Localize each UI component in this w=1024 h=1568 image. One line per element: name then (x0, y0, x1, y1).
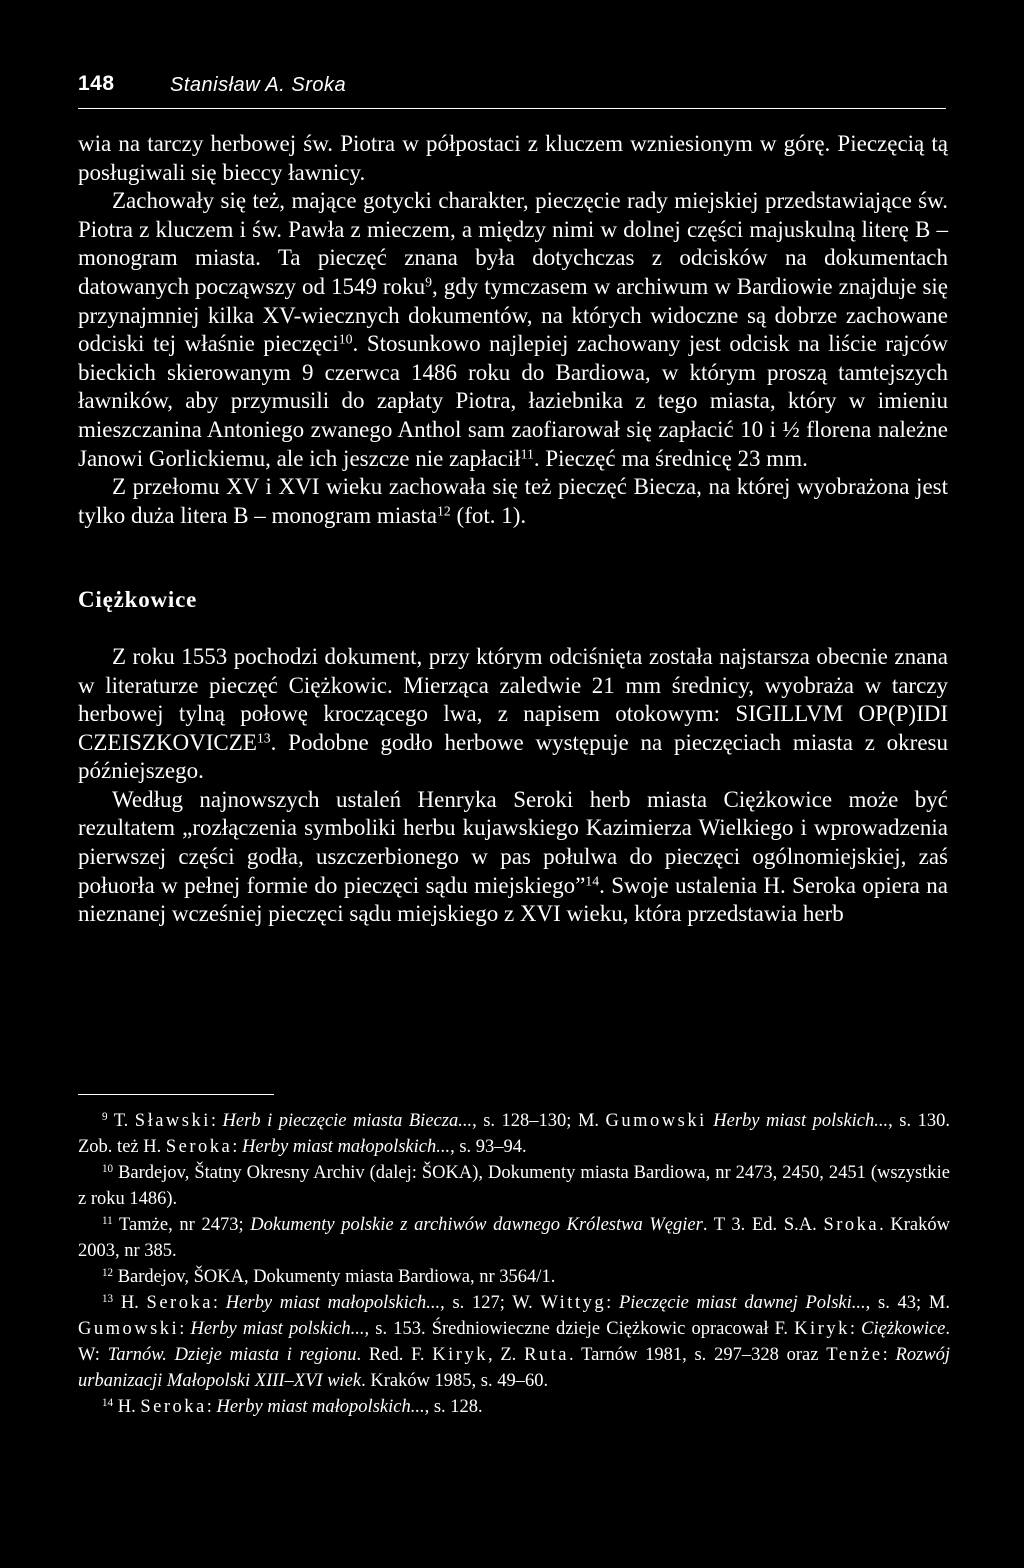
author-name: Ruta (524, 1345, 570, 1365)
author-name: Sroka (823, 1215, 880, 1235)
work-title: Tarnów. Dzieje miasta i regionu (107, 1345, 357, 1365)
work-title: Herby miast polskich... (190, 1319, 365, 1339)
author-name: Seroka (140, 1397, 207, 1417)
footnote-ref[interactable]: 14 (585, 873, 600, 889)
footnote-separator (78, 1094, 274, 1095)
work-title: Herby miast małopolskich... (216, 1397, 425, 1417)
footnote-ref[interactable]: 11 (520, 445, 534, 461)
footnote-11: $^{11}$ Tamże, nr 2473; Dokumenty polskie z archiwów dawnego Królestwa Węgier. T 3. Ed. S.A. Sroka. Kraków 2003, nr 385. (78, 1214, 951, 1261)
footnote-number: 12 (102, 1266, 114, 1279)
author-name: Gumowski (605, 1111, 707, 1131)
footnote-10: $^{10}$ Bardejov, Štatny Okresny Archiv (dalej: ŠOKA), Dokumenty miasta Bardiowa, nr 2473, 2450, 2451 (wszystkie z roku 1486). (78, 1162, 950, 1209)
footnote-number: 14 (102, 1396, 114, 1409)
footnote-ref[interactable]: 13 (256, 730, 271, 746)
paragraph-1: wia na tarczy herbowej św. Piotra w półpostaci z kluczem wzniesionym w górę. Pieczęcią tą posługiwali się bieccy ławnicy. (78, 131, 948, 185)
footnote-9: $^9$ T. Sławski: Herb i pieczęcie miasta Biecza..., s. 128–130; M. Gumowski Herby miast polskich..., s. 130. Zob. też H. Seroka: Herby miast małopolskich..., s. 93–94. (78, 1110, 950, 1157)
footnotes (78, 1108, 950, 1420)
paragraph-2: Zachowały się też, mające gotycki charakter, pieczęcie rady miejskiej przedstawiające św. Piotra z kluczem i św. Pawła z mieczem, a między nimi w dolnej części majuskulną literę B – monogram miasta. Ta pieczęć znana była dotychczas z odcisków na dokumentach datowanych począwszy od 1549 roku$^9$, gdy tymczasem w archiwum w Bardiowie znajduje się przynajmniej kilka XV-wiecznych dokumentów, na których widoczne są dobrze zachowane odciski tej właśnie pieczęci$^{10}$. Stosunkowo najlepiej zachowany jest odcisk na liście rajców bieckich skierowanym 9 czerwca 1486 roku do Bardiowa, w którym proszą tamtejszych ławników, aby przymusili do zapłaty Piotra, łaziebnika z tego miasta, który w imieniu mieszczanina Antoniego zwanego Anthol sam zaofiarował się zapłacić 10 i ½ florena należne Janowi Gorlickiemu, ale ich jeszcze nie zapłacił$^{11}$. Pieczęć ma średnicę 23 mm. (78, 188, 949, 471)
work-title: Dokumenty polskie z archiwów dawnego Królestwa Węgier (250, 1215, 703, 1235)
author-name: Seroka (146, 1293, 213, 1313)
author-name: Sławski (134, 1111, 211, 1131)
footnote-number: 11 (102, 1214, 113, 1227)
footnote-12: $^{12}$ Bardejov, ŠOKA, Dokumenty miasta Bardiowa, nr 3564/1. (102, 1266, 556, 1287)
work-title: Herby miast małopolskich... (225, 1293, 441, 1313)
author-name: Kiryk (432, 1345, 488, 1365)
footnote-ref[interactable]: 10 (338, 331, 353, 347)
author-name: Kiryk (794, 1319, 850, 1339)
work-title: Rozwój urbanizacji Małopolski XIII–XVI wiek (78, 1345, 950, 1391)
paragraph-4: Z roku 1553 pochodzi dokument, przy którym odciśnięta została najstarsza obecnie znana w literaturze pieczęć Ciężkowic. Mierząca zaledwie 21 mm średnicy, wyobraża w tarczy herbowej tylną połowę kroczącego lwa, z napisem otokowym: SIGILLVM OP(P)IDI CZEISZKOVICZE$^{13}$. Podobne godło herbowe występuje na pieczęciach miasta z okresu późniejszego. (78, 643, 948, 784)
work-title: Herby miast polskich... (713, 1111, 889, 1131)
work-title: Ciężkowice (861, 1319, 946, 1339)
footnote-ref[interactable]: 12 (436, 503, 451, 519)
running-head-author: Stanisław A. Sroka (170, 74, 347, 96)
footnote-number: 10 (102, 1162, 114, 1175)
page-number: 148 (78, 72, 115, 95)
paragraph-5: Według najnowszych ustaleń Henryka Seroki herb miasta Ciężkowice może być rezultatem „rozłączenia symboliki herbu kujawskiego Kazimierza Wielkiego i wprowadzenia pierwszej części godła, uszczerbionego w pas połulwa do pieczęci ogólnomiejskiej, zaś połuorła w pełnej formie do pieczęci sądu miejskiego”$^{14}$. Swoje ustalenia H. Seroka opiera na nieznanej wcześniej pieczęci sądu miejskiego z XVI wieku, która przedstawia herb (78, 786, 948, 927)
footnote-number: 13 (102, 1292, 114, 1305)
running-head (78, 68, 946, 109)
section-heading: Ciężkowice (78, 587, 198, 613)
author-name: Seroka (165, 1137, 233, 1157)
paragraph-3: Z przełomu XV i XVI wieku zachowała się też pieczęć Biecza, na której wyobrażona jest tylko duża litera B – monogram miasta$^{12}$ (fot. 1). (78, 474, 948, 528)
footnote-ref[interactable]: 9 (425, 274, 433, 290)
main-text (78, 130, 948, 929)
footnote-number: 9 (102, 1110, 108, 1123)
work-title: Herb i pieczęcie miasta Biecza... (222, 1111, 473, 1131)
work-title: Pieczęcie miast dawnej Polski... (618, 1293, 866, 1313)
author-name: Gumowski (78, 1319, 180, 1339)
footnote-13: $^{13}$ H. Seroka: Herby miast małopolskich..., s. 127; W. Wittyg: Pieczęcie miast dawnej Polski..., s. 43; M. Gumowski: Herby miast polskich..., s. 153. Średniowieczne dzieje Ciężkowic opracował F. Kiryk: Ciężkowice. W: Tarnów. Dzieje miasta i regionu. Red. F. Kiryk, Z. Ruta. Tarnów 1981, s. 297–328 oraz Tenże: Rozwój urbanizacji Małopolski XIII–XVI wiek. Kraków 1985, s. 49–60. (78, 1292, 951, 1391)
footnote-14: $^{14}$ H. Seroka: Herby miast małopolskich..., s. 128. (102, 1396, 483, 1417)
author-name: Tenże (826, 1345, 883, 1365)
work-title: Herby miast małopolskich... (242, 1137, 451, 1157)
author-name: Wittyg (540, 1293, 607, 1313)
